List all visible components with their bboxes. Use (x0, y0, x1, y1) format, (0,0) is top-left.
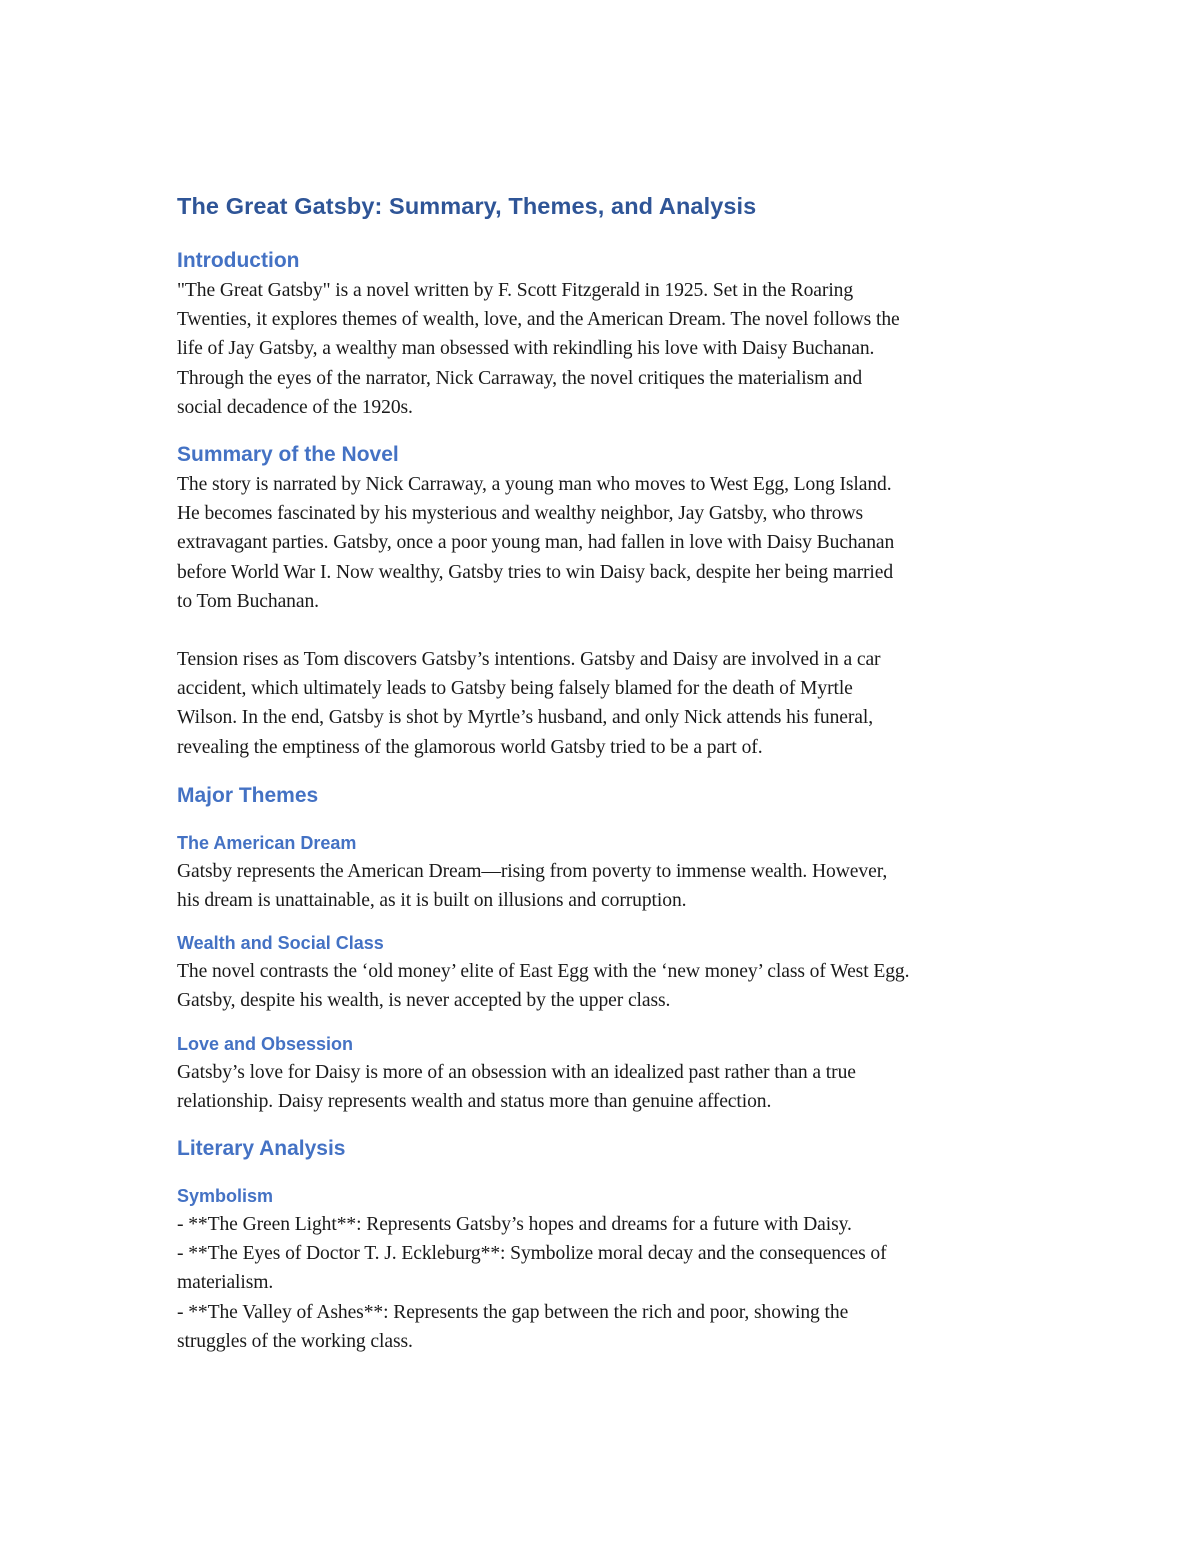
text-line: Wilson. In the end, Gatsby is shot by Myrtle’s husband, and only Nick attends his funeral, (177, 707, 874, 729)
text-line: Twenties, it explores themes of wealth, love, and the American Dream. The novel follows the (177, 309, 900, 331)
text-line: Gatsby’s love for Daisy is more of an obsession with an idealized past rather than a true (177, 1061, 856, 1083)
love-obsession-heading: Love and Obsession (177, 1033, 354, 1054)
text-line: his dream is unattainable, as it is built on illusions and corruption. (177, 890, 687, 912)
text-line: accident, which ultimately leads to Gatsby being falsely blamed for the death of Myrtle (177, 678, 853, 700)
list-item: - **The Green Light**: Represents Gatsby’s hopes and dreams for a future with Daisy. (177, 1214, 852, 1236)
text-line: The novel contrasts the ‘old money’ elite of East Egg with the ‘new money’ class of West Egg. (177, 961, 910, 983)
text-line: struggles of the working class. (177, 1330, 413, 1352)
text-line: social decadence of the 1920s. (177, 396, 413, 418)
text-line: relationship. Daisy represents wealth and status more than genuine affection. (177, 1090, 772, 1112)
text-line: "The Great Gatsby" is a novel written by F. Scott Fitzgerald in 1925. Set in the Roaring (177, 280, 854, 301)
text-line: before World War I. Now wealthy, Gatsby tries to win Daisy back, despite her being married (177, 561, 894, 583)
text-line: extravagant parties. Gatsby, once a poor young man, had fallen in love with Daisy Buchanan (177, 532, 895, 554)
wealth-class-paragraph (177, 957, 1037, 1015)
summary-heading: Summary of the Novel (177, 443, 399, 467)
text-line: revealing the emptiness of the glamorous world Gatsby tried to be a part of. (177, 736, 763, 758)
symbolism-list (177, 1210, 1037, 1356)
text-line: to Tom Buchanan. (177, 590, 319, 612)
text-line: materialism. (177, 1272, 274, 1294)
themes-heading: Major Themes (177, 783, 319, 807)
text-line: Through the eyes of the narrator, Nick Carraway, the novel critiques the materialism and (177, 367, 863, 389)
document-body (177, 186, 1037, 1356)
document-title: The Great Gatsby: Summary, Themes, and Analysis (177, 193, 757, 219)
text-line: life of Jay Gatsby, a wealthy man obsessed with rekindling his love with Daisy Buchanan. (177, 338, 875, 360)
introduction-heading: Introduction (177, 249, 300, 272)
american-dream-heading: The American Dream (177, 832, 357, 853)
text-line: The story is narrated by Nick Carraway, a young man who moves to West Egg, Long Island. (177, 474, 892, 496)
symbolism-heading: Symbolism (177, 1186, 274, 1207)
analysis-heading: Literary Analysis (177, 1137, 346, 1161)
text-line: Gatsby, despite his wealth, is never accepted by the upper class. (177, 990, 671, 1012)
american-dream-paragraph (177, 857, 1037, 915)
text-line: He becomes fascinated by his mysterious and wealthy neighbor, Jay Gatsby, who throws (177, 503, 864, 525)
text-line: Gatsby represents the American Dream—rising from poverty to immense wealth. However, (177, 860, 888, 882)
list-item: - **The Valley of Ashes**: Represents the gap between the rich and poor, showing the (177, 1301, 849, 1323)
summary-paragraph-1 (177, 470, 1037, 616)
list-item: - **The Eyes of Doctor T. J. Eckleburg**: Symbolize moral decay and the consequences of (177, 1243, 887, 1265)
love-obsession-paragraph (177, 1058, 1037, 1116)
text-line: Tension rises as Tom discovers Gatsby’s intentions. Gatsby and Daisy are involved in a car (177, 649, 881, 671)
wealth-class-heading: Wealth and Social Class (177, 933, 384, 954)
introduction-paragraph (177, 276, 1037, 422)
summary-paragraph-2 (177, 645, 1037, 762)
